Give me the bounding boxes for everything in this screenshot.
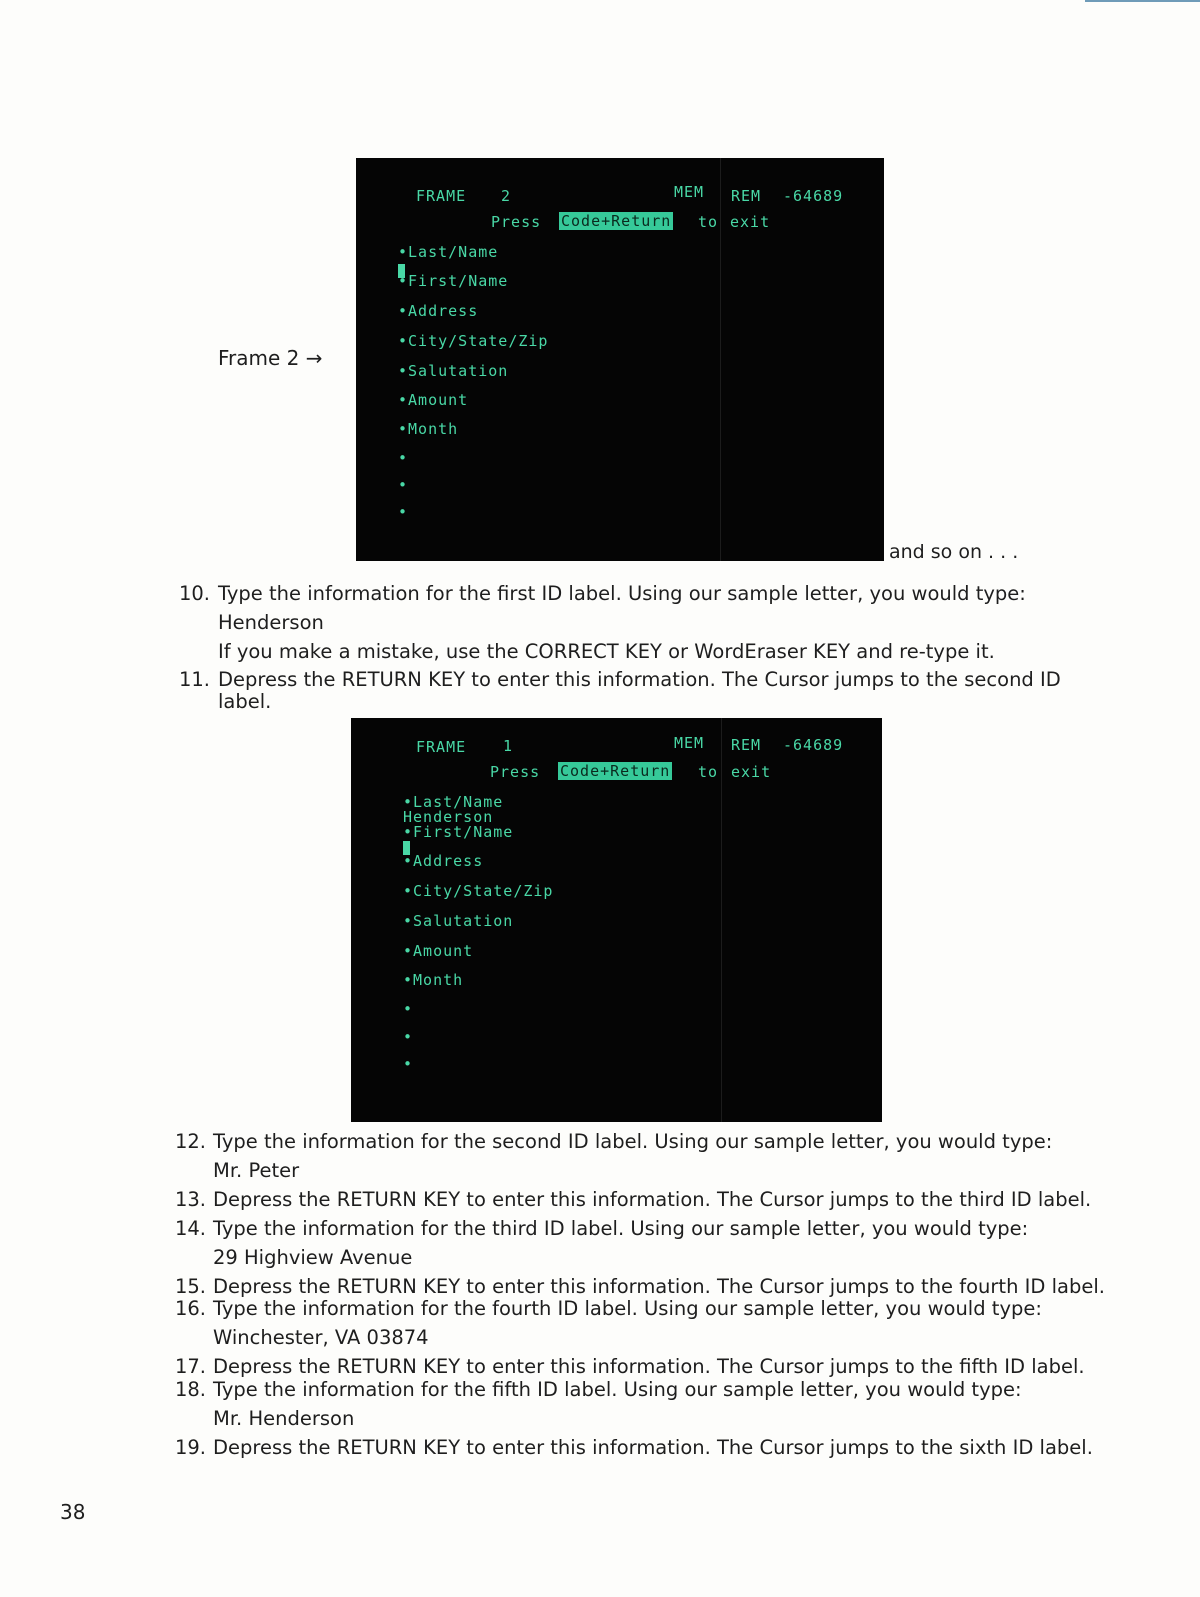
id-label: •Salutation xyxy=(398,362,509,380)
frame-2-caption xyxy=(218,346,323,370)
step-number: 18. xyxy=(174,1378,206,1401)
step-text: Depress the RETURN KEY to enter this information. The Cursor jumps to the fourth ID label. xyxy=(213,1275,1105,1298)
id-label: • xyxy=(403,1028,414,1046)
to-text: to xyxy=(698,213,719,231)
id-label: • xyxy=(403,1000,414,1018)
step-text: Depress the RETURN KEY to enter this information. The Cursor jumps to the third ID label. xyxy=(213,1188,1092,1211)
id-label: •Last/Name xyxy=(398,243,499,261)
step-number: 16. xyxy=(174,1297,206,1320)
step-number: 10. xyxy=(178,582,210,605)
step-number: 13. xyxy=(174,1188,206,1211)
typed-example: 29 Highview Avenue xyxy=(213,1246,413,1269)
step-note: If you make a mistake, use the CORRECT KEY or WordEraser KEY and re-type it. xyxy=(218,640,995,663)
press-text: Press xyxy=(491,213,542,231)
rem-label: REM xyxy=(731,187,762,205)
typed-example: Mr. Henderson xyxy=(213,1407,355,1430)
page-number: 38 xyxy=(60,1500,86,1524)
step-text: Type the information for the fourth ID label. Using our sample letter, you would type: xyxy=(213,1297,1042,1320)
step-text: Depress the RETURN KEY to enter this information. The Cursor jumps to the second ID xyxy=(218,668,1061,691)
id-label: •City/State/Zip xyxy=(403,882,554,900)
rem-label: REM xyxy=(731,736,762,754)
step-text: Type the information for the second ID label. Using our sample letter, you would type: xyxy=(213,1130,1053,1153)
id-label: • xyxy=(398,503,409,521)
step-text: Depress the RETURN KEY to enter this information. The Cursor jumps to the sixth ID label. xyxy=(213,1436,1093,1459)
id-label: •Address xyxy=(398,302,479,320)
rem-value: -64689 xyxy=(783,736,844,754)
id-label: •Amount xyxy=(398,391,469,409)
typed-example: Henderson xyxy=(218,611,324,634)
id-label: •First/Name xyxy=(398,272,509,290)
to-text: to xyxy=(698,763,719,781)
press-text: Press xyxy=(490,763,541,781)
frame-number: 2 xyxy=(501,187,512,205)
id-label: •Salutation xyxy=(403,912,514,930)
id-label: •City/State/Zip xyxy=(398,332,549,350)
step-text: Type the information for the fifth ID label. Using our sample letter, you would type: xyxy=(213,1378,1022,1401)
entered-value: Henderson xyxy=(403,808,494,826)
step-number: 14. xyxy=(174,1217,206,1240)
frame-label: FRAME xyxy=(416,738,467,756)
code-return-key: Code+Return xyxy=(560,762,671,780)
mem-label: MEM xyxy=(674,183,705,201)
step-text: Type the information for the third ID label. Using our sample letter, you would type: xyxy=(213,1217,1029,1240)
id-label: • xyxy=(398,449,409,467)
step-text-continued: label. xyxy=(218,690,272,713)
frame-1-screen xyxy=(351,718,882,1122)
step-text: Depress the RETURN KEY to enter this information. The Cursor jumps to the fifth ID label. xyxy=(213,1355,1085,1378)
step-number: 17. xyxy=(174,1355,206,1378)
frame-2-caption-text: Frame 2 xyxy=(218,346,300,370)
step-number: 19. xyxy=(174,1436,206,1459)
rem-value: -64689 xyxy=(783,187,844,205)
id-label: •Month xyxy=(398,420,459,438)
frame-number: 1 xyxy=(503,737,514,755)
frame-label: FRAME xyxy=(416,187,467,205)
arrow-right-icon: → xyxy=(305,346,323,370)
id-label: • xyxy=(398,476,409,494)
typed-example: Mr. Peter xyxy=(213,1159,300,1182)
step-number: 12. xyxy=(174,1130,206,1153)
and-so-on-note: and so on . . . xyxy=(889,541,1019,563)
top-edge-rule xyxy=(1085,0,1200,2)
code-return-key: Code+Return xyxy=(561,212,672,230)
exit-text: exit xyxy=(731,763,772,781)
exit-text: exit xyxy=(730,213,771,231)
frame-2-screen xyxy=(356,158,884,561)
step-number: 15. xyxy=(174,1275,206,1298)
step-text: Type the information for the first ID label. Using our sample letter, you would type: xyxy=(218,582,1026,605)
id-label: •Month xyxy=(403,971,464,989)
step-number: 11. xyxy=(178,668,210,691)
id-label: •Last/Name xyxy=(403,793,504,811)
id-label: •Amount xyxy=(403,942,474,960)
id-label: •First/Name xyxy=(403,823,514,841)
id-label: •Address xyxy=(403,852,484,870)
id-label: • xyxy=(403,1055,414,1073)
typed-example: Winchester, VA 03874 xyxy=(213,1326,429,1349)
mem-label: MEM xyxy=(674,734,705,752)
